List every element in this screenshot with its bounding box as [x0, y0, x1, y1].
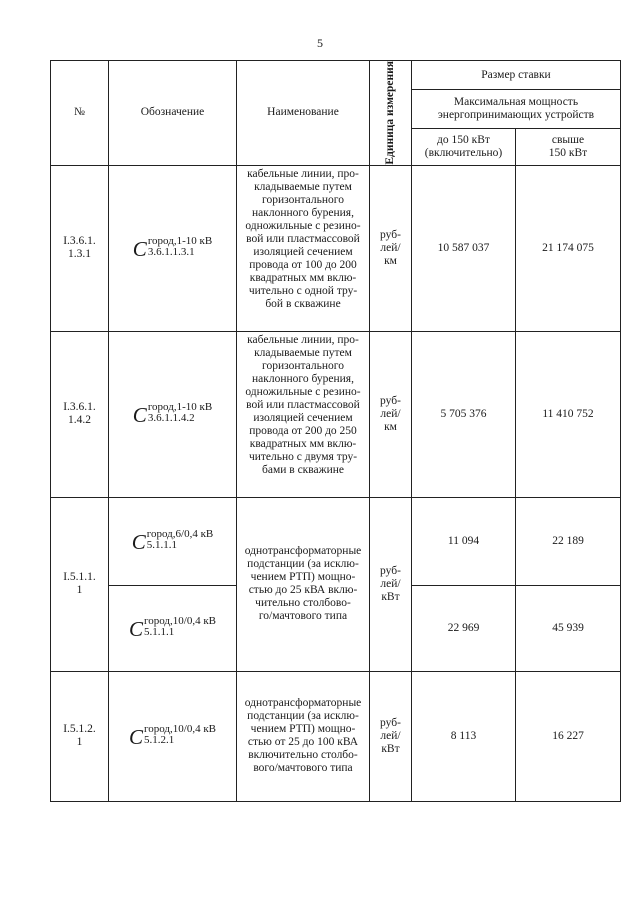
text-line: провода от 100 до 200 — [249, 258, 357, 271]
text-line: 3.6.1.1.3.1 — [147, 246, 195, 259]
text-line: 5.1.2.1 — [144, 734, 175, 747]
text-line: го/мачтового типа — [258, 610, 348, 623]
text-line: чительно с двумя тру- — [248, 450, 358, 463]
header-name: Наименование — [237, 61, 370, 166]
text-line: изоляцией сечением — [253, 245, 353, 258]
value-up-to-150: 22 969 — [412, 585, 516, 671]
text-line: одножильные с резино- — [245, 219, 361, 232]
unit-cell — [370, 165, 412, 331]
text-line: чительно столбово- — [255, 597, 351, 610]
text-line: 150 кВт — [548, 146, 588, 159]
text-line: включительно столбо- — [248, 749, 358, 762]
text-line: чением РТП) мощно- — [250, 571, 356, 584]
text-line: вой или пластмассовой — [246, 398, 360, 411]
row-number — [51, 331, 109, 497]
designation-cell — [109, 497, 237, 585]
value-over-150: 16 227 — [516, 671, 621, 801]
text-line: город,6/0,4 кВ — [146, 528, 214, 541]
text-line: горизонтального — [262, 193, 344, 206]
header-no: № — [51, 61, 109, 166]
text-line: руб- — [380, 228, 401, 241]
header-over-150 — [516, 129, 621, 166]
text-line: однотрансформаторные — [244, 697, 362, 710]
table-row — [51, 497, 621, 585]
designation-symbol — [133, 402, 212, 426]
text-line: кВт — [381, 742, 400, 755]
unit-cell — [370, 497, 412, 671]
text-line: I.5.1.1. — [63, 571, 96, 584]
text-line: квадратных мм вклю- — [249, 271, 357, 284]
text-line: кВт — [381, 590, 400, 603]
designation-cell — [109, 331, 237, 497]
text-line: стью до 25 кВА вклю- — [248, 584, 358, 597]
table-row — [51, 165, 621, 331]
header-max-power — [412, 90, 621, 129]
value-up-to-150: 11 094 — [412, 497, 516, 585]
value-over-150: 21 174 075 — [516, 165, 621, 331]
text-line: изоляцией сечением — [253, 411, 353, 424]
name-cell — [237, 331, 370, 497]
text-line: бами в скважине — [262, 463, 344, 476]
name-cell — [237, 671, 370, 801]
table-row — [51, 331, 621, 497]
text-line: подстанции (за исклю- — [247, 710, 359, 723]
text-line: лей/ — [380, 407, 401, 420]
text-line: 1 — [76, 736, 83, 749]
text-line: город,1-10 кВ — [147, 235, 213, 248]
text-line: кабельные линии, про- — [247, 333, 359, 346]
text-line: вого/мачтового типа — [253, 762, 353, 775]
name-cell — [237, 165, 370, 331]
text-line: I.3.6.1. — [63, 401, 96, 414]
designation-symbol — [129, 724, 216, 748]
text-line: кладываемые путем — [254, 180, 352, 193]
text-line: город,10/0,4 кВ — [144, 615, 217, 628]
text-line: бой в скважине — [265, 297, 341, 310]
text-line: 5.1.1.1 — [144, 626, 175, 639]
header-rate-size: Размер ставки — [412, 61, 621, 90]
rates-table — [50, 60, 621, 802]
header-unit — [370, 61, 412, 166]
text-line: лей/ — [380, 241, 401, 254]
text-line: км — [384, 420, 397, 433]
text-line: руб- — [380, 394, 401, 407]
text-line: руб- — [380, 716, 401, 729]
text-line: лей/ — [380, 577, 401, 590]
text-line: C — [131, 530, 146, 555]
value-over-150: 11 410 752 — [516, 331, 621, 497]
text-line: чением РТП) мощно- — [250, 723, 356, 736]
text-line: Максимальная мощность — [453, 96, 579, 109]
text-line: одножильные с резино- — [245, 385, 361, 398]
text-line: I.3.6.1. — [63, 235, 96, 248]
page-number: 5 — [317, 36, 323, 50]
header-row-1 — [51, 61, 621, 90]
value-over-150: 45 939 — [516, 585, 621, 671]
designation-symbol — [133, 236, 212, 260]
text-line: свыше — [551, 133, 585, 146]
text-line: (включительно) — [424, 146, 503, 159]
text-line: C — [132, 403, 147, 428]
designation-cell — [109, 165, 237, 331]
text-line: город,10/0,4 кВ — [144, 723, 217, 736]
text-line: квадратных мм вклю- — [249, 437, 357, 450]
value-up-to-150: 5 705 376 — [412, 331, 516, 497]
name-line: кабельные линии, про- — [247, 167, 359, 180]
value-up-to-150: 8 113 — [412, 671, 516, 801]
text-line: 1 — [76, 584, 83, 597]
text-line: однотрансформаторные — [244, 545, 362, 558]
text-line: C — [128, 617, 143, 642]
text-line: руб- — [380, 564, 401, 577]
text-line: C — [128, 725, 143, 750]
row-number — [51, 165, 109, 331]
value-up-to-150: 10 587 037 — [412, 165, 516, 331]
text-line: C — [132, 237, 147, 262]
text-line: кладываемые путем — [254, 346, 352, 359]
text-line: вой или пластмассовой — [246, 232, 360, 245]
designation-symbol — [129, 616, 216, 640]
unit-cell — [370, 671, 412, 801]
text-line: подстанции (за исклю- — [247, 558, 359, 571]
unit-cell — [370, 331, 412, 497]
name-cell — [237, 497, 370, 671]
text-line: провода от 200 до 250 — [249, 424, 357, 437]
value-over-150: 22 189 — [516, 497, 621, 585]
text-line: I.5.1.2. — [63, 723, 96, 736]
text-line: 3.6.1.1.4.2 — [147, 412, 195, 425]
text-line: энергопринимающих устройств — [437, 109, 595, 122]
text-line: до 150 кВт — [437, 133, 490, 146]
text-line: город,1-10 кВ — [147, 401, 213, 414]
text-line: 1.4.2 — [68, 414, 91, 427]
text-line: 1.3.1 — [68, 248, 91, 261]
text-line: лей/ — [380, 729, 401, 742]
text-line: км — [384, 254, 397, 267]
text-line: наклонного бурения, — [252, 206, 354, 219]
text-line: горизонтального — [262, 359, 344, 372]
text-line: стью от 25 до 100 кВА — [247, 736, 359, 749]
row-number — [51, 497, 109, 671]
header-up-to-150 — [412, 129, 516, 166]
designation-cell — [109, 585, 237, 671]
table-row — [51, 671, 621, 801]
text-line: наклонного бурения, — [252, 372, 354, 385]
header-unit-text: Единица измерения — [384, 61, 396, 165]
row-number — [51, 671, 109, 801]
text-line: чительно с одной тру- — [248, 284, 358, 297]
text-line: 5.1.1.1 — [146, 539, 177, 552]
designation-cell — [109, 671, 237, 801]
designation-symbol — [132, 529, 214, 553]
header-designation: Обозначение — [109, 61, 237, 166]
